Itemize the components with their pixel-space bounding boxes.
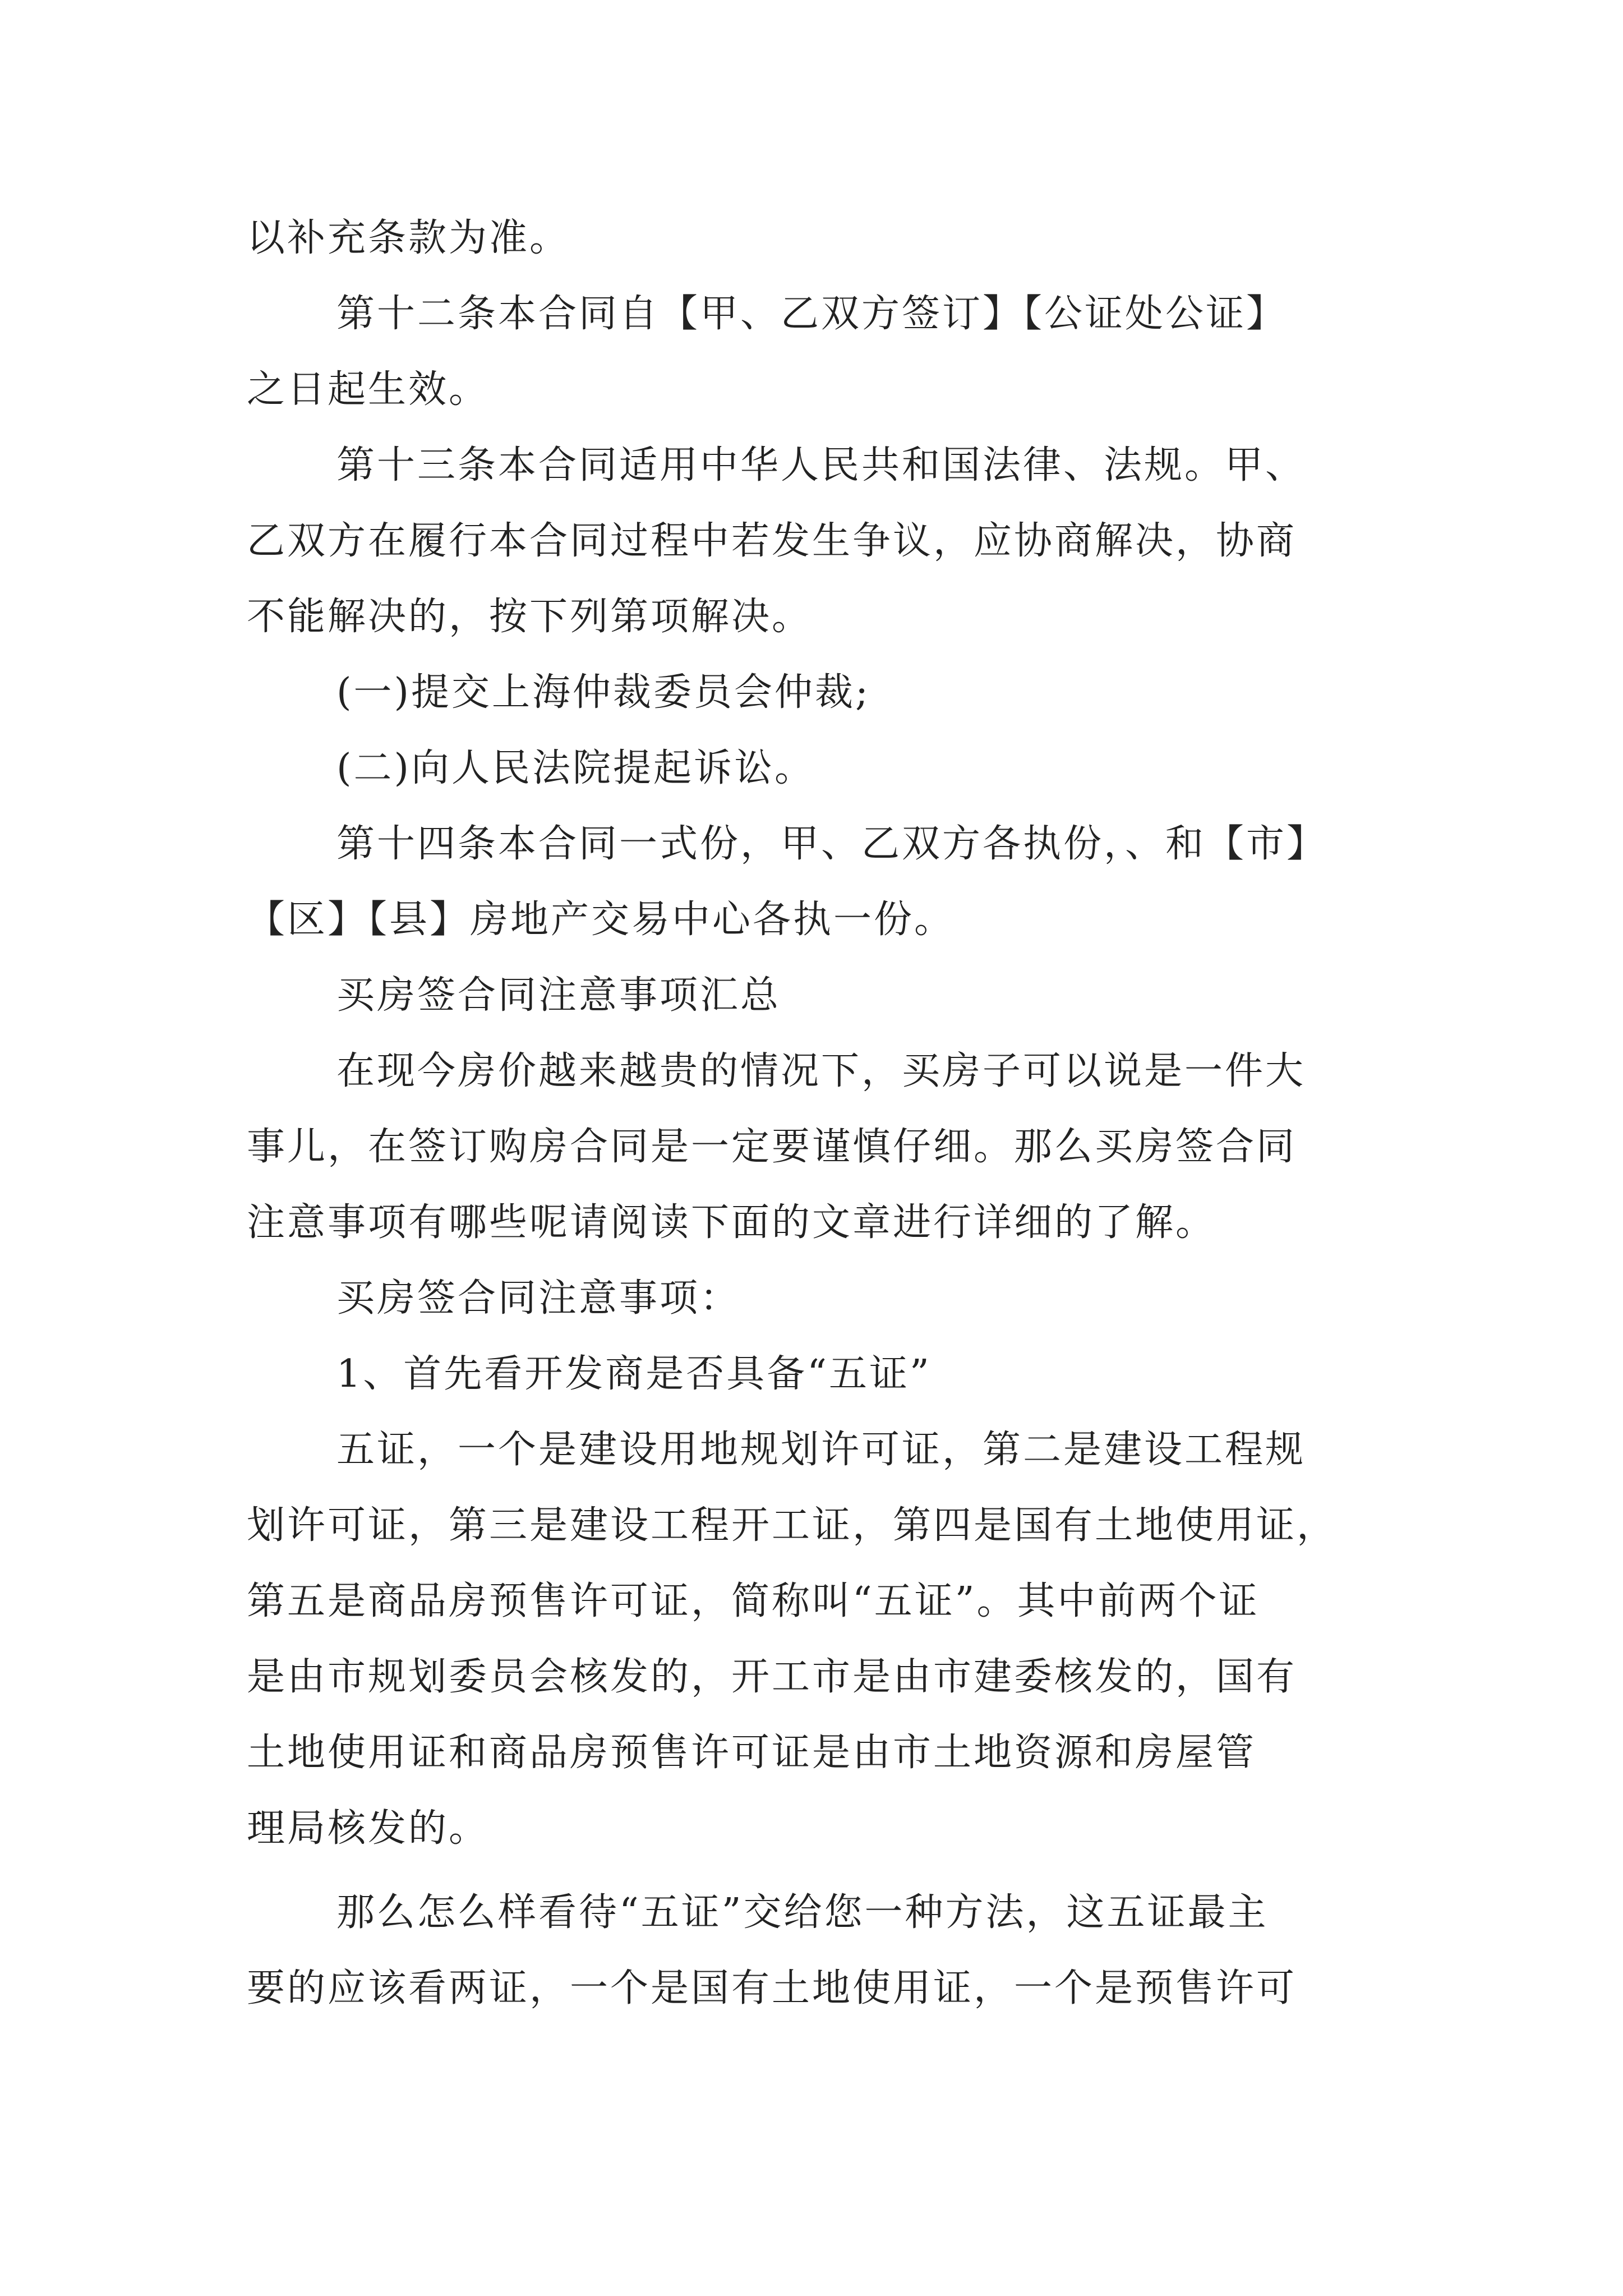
- text-line: 第十三条本合同适用中华人民共和国法律、法规。甲、: [336, 443, 1306, 487]
- text-line: 要的应该看两证，一个是国有土地使用证，一个是预售许可: [247, 1966, 1297, 2010]
- text-line: 乙双方在履行本合同过程中若发生争议，应协商解决，协商: [247, 519, 1297, 563]
- text-line: 第五是商品房预售许可证，简称叫“五证”。其中前两个证: [247, 1579, 1260, 1623]
- text-line: 之日起生效。: [247, 367, 490, 412]
- text-line: 土地使用证和商品房预售许可证是由市土地资源和房屋管: [247, 1731, 1257, 1775]
- text-line: 不能解决的，按下列第项解决。: [247, 595, 813, 639]
- text-line: 理局核发的。: [247, 1806, 490, 1851]
- text-line: 五证，一个是建设用地规划许可证，第二是建设工程规: [336, 1428, 1306, 1472]
- text-line: 1、首先看开发商是否具备“五证”: [336, 1352, 932, 1396]
- text-line: 第十四条本合同一式份，甲、乙双方各执份，、和【市】: [336, 822, 1327, 866]
- section-heading: 买房签合同注意事项汇总: [336, 973, 781, 1018]
- text-line: 划许可证，第三是建设工程开工证，第四是国有土地使用证，: [247, 1503, 1338, 1548]
- text-line: 注意事项有哪些呢请阅读下面的文章进行详细的了解。: [247, 1200, 1216, 1245]
- text-line: 事儿，在签订购房合同是一定要谨慎仔细。那么买房签合同: [247, 1125, 1297, 1169]
- text-line: (一)提交上海仲裁委员会仲裁;: [336, 670, 870, 715]
- text-line: 第十二条本合同自【甲、乙双方签订】【公证处公证】: [336, 292, 1287, 336]
- text-line: 是由市规划委员会核发的，开工市是由市建委核发的，国有: [247, 1655, 1297, 1699]
- text-line: 在现今房价越来越贵的情况下，买房子可以说是一件大: [336, 1049, 1306, 1093]
- text-line: 以补充条款为准。: [247, 216, 570, 260]
- text-line: (二)向人民法院提起诉讼。: [336, 746, 815, 790]
- text-line: 【区】【县】房地产交易中心各执一份。: [247, 898, 955, 942]
- text-line: 那么怎么样看待“五证”交给您一种方法，这五证最主: [336, 1890, 1269, 1935]
- text-line: 买房签合同注意事项：: [336, 1276, 741, 1320]
